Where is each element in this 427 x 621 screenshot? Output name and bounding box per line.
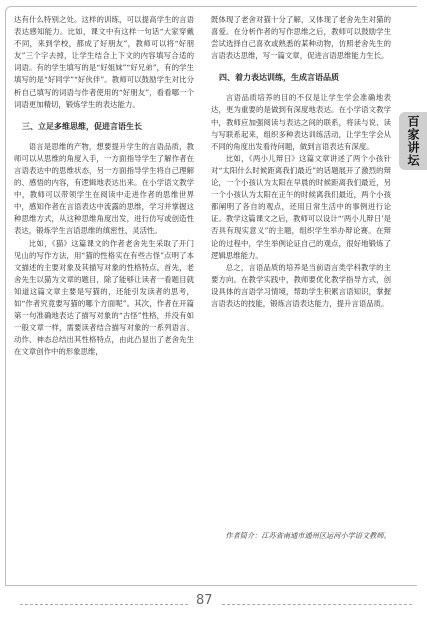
left-paragraph-2: 语言是思维的产物，想要提升学生的言语品质，教师可以从思维的角度入手，一方面指导学生了解作者在言语表达中的思维状态，另一方面指导学生将自己理解的、感悟的内容，有逻辑地表达出来。在小学语文教学中，教师可以带领学生在阅读中走进作者的思维世界中，感知作者在言语表达中流露的思维，学习并掌握这种思维方式，从这种思维角度出发，进行仿写或创造性表达，锻炼学生言语思维的缜密性、灵活性。 (14, 141, 194, 236)
right-paragraph-1: 既体现了老舍对猫十分了解，又体现了老舍先生对猫的喜爱。在分析作者的写作思维之后，教师可以鼓励学生尝试选择自己喜欢或熟悉的某种动物，仿照老舍先生的言语表达思维，写一篇文章，促进言语思维能力生长。 (211, 15, 391, 61)
left-paragraph-1: 达有什么特别之处。这样的训练，可以提高学生的言语表达感知能力。比如，课文中有这样一句话“大家穿戴不同，来到学校，都成了好朋友”，教师可以将“好朋友”三个字去掉，让学生结合上下文的内容填写合适的词语。有的学生填写的是“好姐妹”“好兄弟”，有的学生填写的是“好同学”“好伙伴”。教师可以鼓励学生对比分析自己填写的词语与作者使用的“好朋友”，看看哪一个词语更加精切，锻炼学生的表达能力。 (14, 15, 194, 109)
left-column (14, 14, 194, 358)
right-paragraph-3: 比如，《两小儿辩日》这篇文章讲述了两个小孩针对“太阳什么时候距离我们最近”的话题展开了激烈的辩论，一个小孩认为太阳在早晨的时候距离我们最近，另一个小孩认为太阳在正午的时候离我们最近，两个小孩都阐明了各自的观点，还用日常生活中的事例进行论证。教学这篇课文之后，教师可以设计“‘两小儿辩日’是否具有现实意义”的主题，组织学生举办辩论赛。在辩论的过程中，学生举例论证自己的观点，很好地锻炼了逻辑思维能力。 (211, 153, 391, 260)
right-column (211, 14, 391, 310)
footer-divider-right (222, 604, 412, 605)
left-paragraph-3: 比如，《猫》这篇课文的作者老舍先生采取了开门见山的写作方法，用“猫的性格实在有些古怪”点明了本文描述的主要对象及其描写对象的性格特点。首先，老舍先生以猫为文章的题目，除了能够让读者一看题目就知道这篇文章主要是写猫的，还能引发读者的思考，如“作者究竟要写猫的哪个方面呢”。其次，作者在开篇第一句准确地表达了描写对象的“古怪”性格，并没有如一般文章一样，需要读者结合描写对象的一系列语言、动作、神态总结出其性格特点，由此凸显出了老舍先生在文章创作中的形象思维， (14, 238, 194, 357)
right-paragraph-4: 总之，言语品质的培养是当前语言类学科教学的主要方向。在教学实践中，教师要优化教学指导方式，创设具体的言语学习情境，帮助学生积累言语知识，掌握言语表达的技能，锻炼言语表达能力，提升言语品质。 (211, 262, 391, 308)
right-paragraph-2: 言语品质培养的目的不仅是让学生学会准确地表达，更为重要的是做到有深度地表达。在小学语文教学中，教师应加强阅读与表达之间的联系，将读与说、读与写联系起来，组织多种表达训练活动，让学生学会从不同的角度出发看待问题，做到言语表达有深度。 (211, 93, 391, 151)
page-number: 87 (196, 593, 213, 608)
footer-divider-left (20, 604, 188, 605)
author-note: 作者简介：江苏省南通市通州区运河小学语文教师。 (225, 531, 391, 540)
section-heading-4: 四、着力表达训练，生成言语品质 (219, 73, 339, 83)
section-heading-3: 三、立足多维思维，促进言语生长 (22, 121, 142, 131)
column-section-tab: 百家讲坛 (399, 112, 427, 170)
